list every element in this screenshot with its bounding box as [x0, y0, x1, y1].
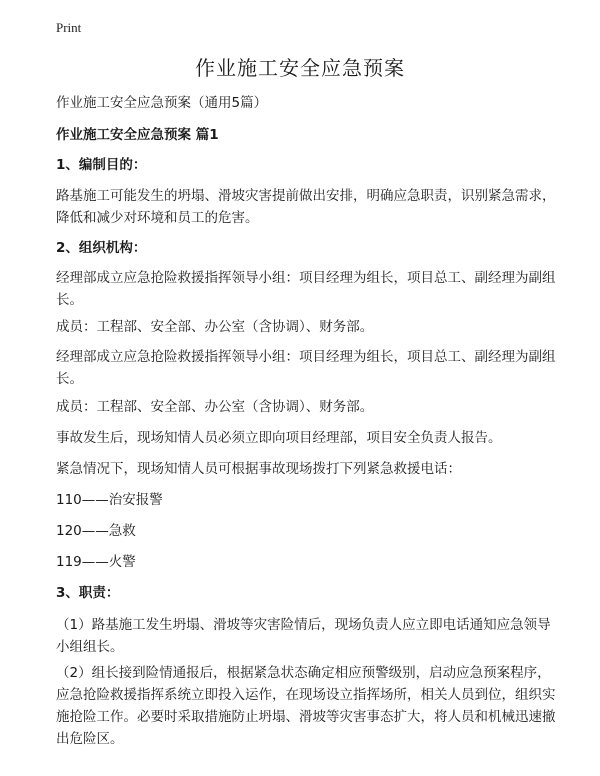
- members-paragraph-1: 成员：工程部、安全部、办公室（含协调）、财务部。: [56, 319, 374, 335]
- section-1-text: 路基施工可能发生的坍塌、滑坡灾害提前做出安排，明确应急职责，识别紧急需求，降低和减少对环境和员工的危害。: [56, 188, 556, 226]
- members-paragraph-2: 成员：工程部、安全部、办公室（含协调）、财务部。: [56, 399, 374, 415]
- section-3-heading: 3、职责：: [56, 585, 120, 601]
- emergency-paragraph: 紧急情况下，现场知情人员可根据事故现场拨打下列紧急救援电话：: [56, 461, 461, 477]
- section-1-heading: 1、编制目的：: [56, 157, 147, 173]
- duty-paragraph-1: （1）路基施工发生坍塌、滑坡等灾害险情后，现场负责人应立即电话通知应急领导小组组长。: [56, 617, 551, 655]
- org-paragraph-1: 经理部成立应急抢险救援指挥领导小组：项目经理为组长，项目总工、副经理为副组长。: [56, 270, 556, 308]
- phone-120: 120——急救: [56, 523, 136, 539]
- phone-110: 110——治安报警: [56, 492, 163, 508]
- report-paragraph: 事故发生后，现场知情人员必须立即向项目经理部，项目安全负责人报告。: [56, 430, 502, 446]
- print-label[interactable]: Print: [56, 20, 82, 35]
- phone-119: 119——火警: [56, 554, 136, 570]
- section-2-heading: 2、组织机构：: [56, 240, 147, 256]
- org-paragraph-2: 经理部成立应急抢险救援指挥领导小组：项目经理为组长，项目总工、副经理为副组长。: [56, 349, 556, 387]
- part-heading: 作业施工安全应急预案 篇1: [56, 127, 219, 143]
- document-subtitle: 作业施工安全应急预案（通用5篇）: [56, 95, 268, 111]
- duty-paragraph-2: （2）组长接到险情通报后，根据紧急状态确定相应预警级别，启动应急预案程序，应急抢险救援指挥系统立即投入运作，在现场设立指挥场所，相关人员到位，组织实施抢险工作。必要时采取措施防止坍塌、滑坡等灾害事态扩大，将人员和机械迅速撤出危险区。: [56, 665, 556, 747]
- document-title: 作业施工安全应急预案: [195, 56, 405, 80]
